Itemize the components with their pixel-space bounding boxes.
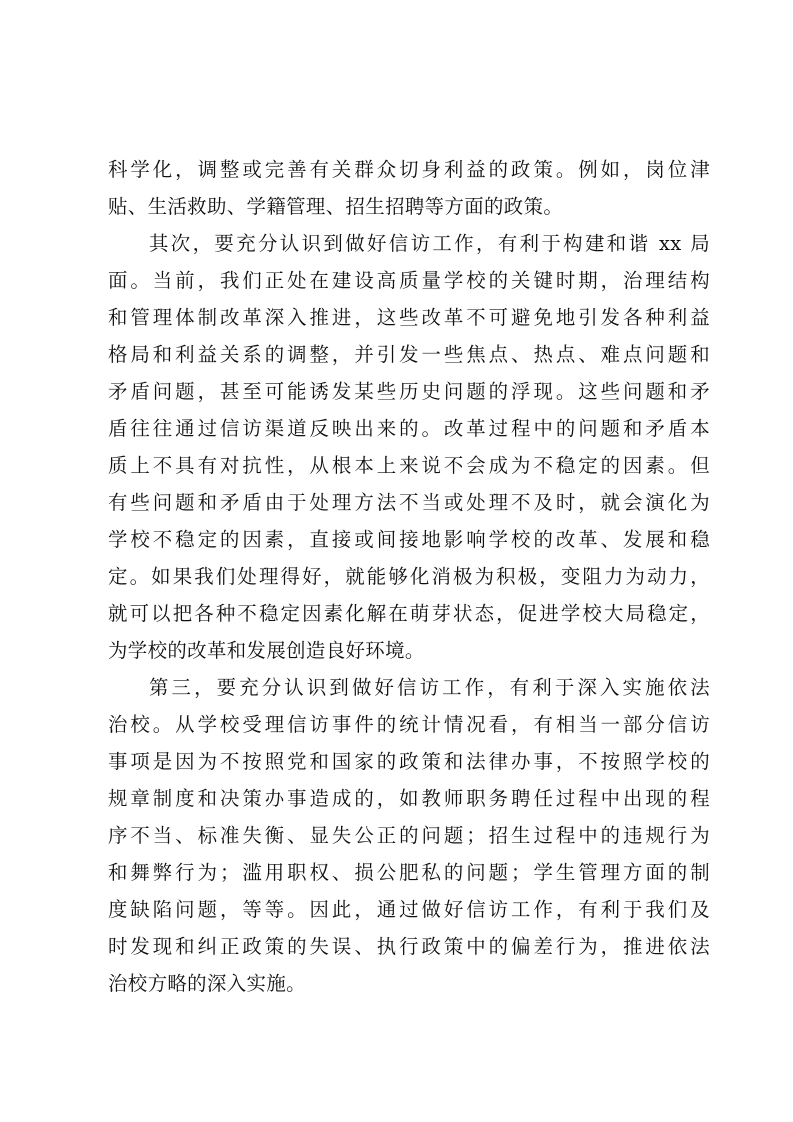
document-body xyxy=(108,151,710,1002)
text-line: 和舞弊行为；滥用职权、损公肥私的问题；学生管理方面的制 xyxy=(108,861,710,884)
text-line: 矛盾问题，甚至可能诱发某些历史问题的浮现。这些问题和矛 xyxy=(108,380,710,403)
paragraph-1 xyxy=(108,151,710,225)
text-line: 规章制度和决策办事造成的，如教师职务聘任过程中出现的程 xyxy=(108,787,710,810)
text-line: 学校不稳定的因素，直接或间接地影响学校的改革、发展和稳 xyxy=(108,528,710,551)
text-line: 面。当前，我们正处在建设高质量学校的关键时期，治理结构 xyxy=(108,269,710,292)
text-line: 科学化，调整或完善有关群众切身利益的政策。例如，岗位津 xyxy=(108,158,710,181)
text-line: 事项是因为不按照党和国家的政策和法律办事，不按照学校的 xyxy=(108,750,710,773)
text-line: 和管理体制改革深入推进，这些改革不可避免地引发各种利益 xyxy=(108,306,710,329)
text-line: 格局和利益关系的调整，并引发一些焦点、热点、难点问题和 xyxy=(108,343,710,366)
text-line: 第三，要充分认识到做好信访工作，有利于深入实施依法 xyxy=(149,676,710,699)
text-line: 治校。从学校受理信访事件的统计情况看，有相当一部分信访 xyxy=(108,713,710,736)
paragraph-3 xyxy=(108,669,710,1002)
paragraph-2 xyxy=(108,225,710,669)
text-line: 贴、生活救助、学籍管理、招生招聘等方面的政策。 xyxy=(108,195,564,218)
text-line: 序不当、标准失衡、显失公正的问题；招生过程中的违规行为 xyxy=(108,824,710,847)
text-line: 就可以把各种不稳定因素化解在萌芽状态，促进学校大局稳定， xyxy=(108,602,710,625)
text-line: 质上不具有对抗性，从根本上来说不会成为不稳定的因素。但 xyxy=(108,454,710,477)
text-line: 盾往往通过信访渠道反映出来的。改革过程中的问题和矛盾本 xyxy=(108,417,710,440)
text-line: 时发现和纠正政策的失误、执行政策中的偏差行为，推进依法 xyxy=(108,935,710,958)
text-line: 有些问题和矛盾由于处理方法不当或处理不及时，就会演化为 xyxy=(108,491,710,514)
text-line: 度缺陷问题，等等。因此，通过做好信访工作，有利于我们及 xyxy=(108,898,710,921)
text-line: 治校方略的深入实施。 xyxy=(108,972,306,995)
text-line: 其次，要充分认识到做好信访工作，有利于构建和谐 xx 局 xyxy=(149,232,710,255)
text-line: 定。如果我们处理得好，就能够化消极为积极，变阻力为动力， xyxy=(108,565,710,588)
text-line: 为学校的改革和发展创造良好环境。 xyxy=(108,639,425,662)
